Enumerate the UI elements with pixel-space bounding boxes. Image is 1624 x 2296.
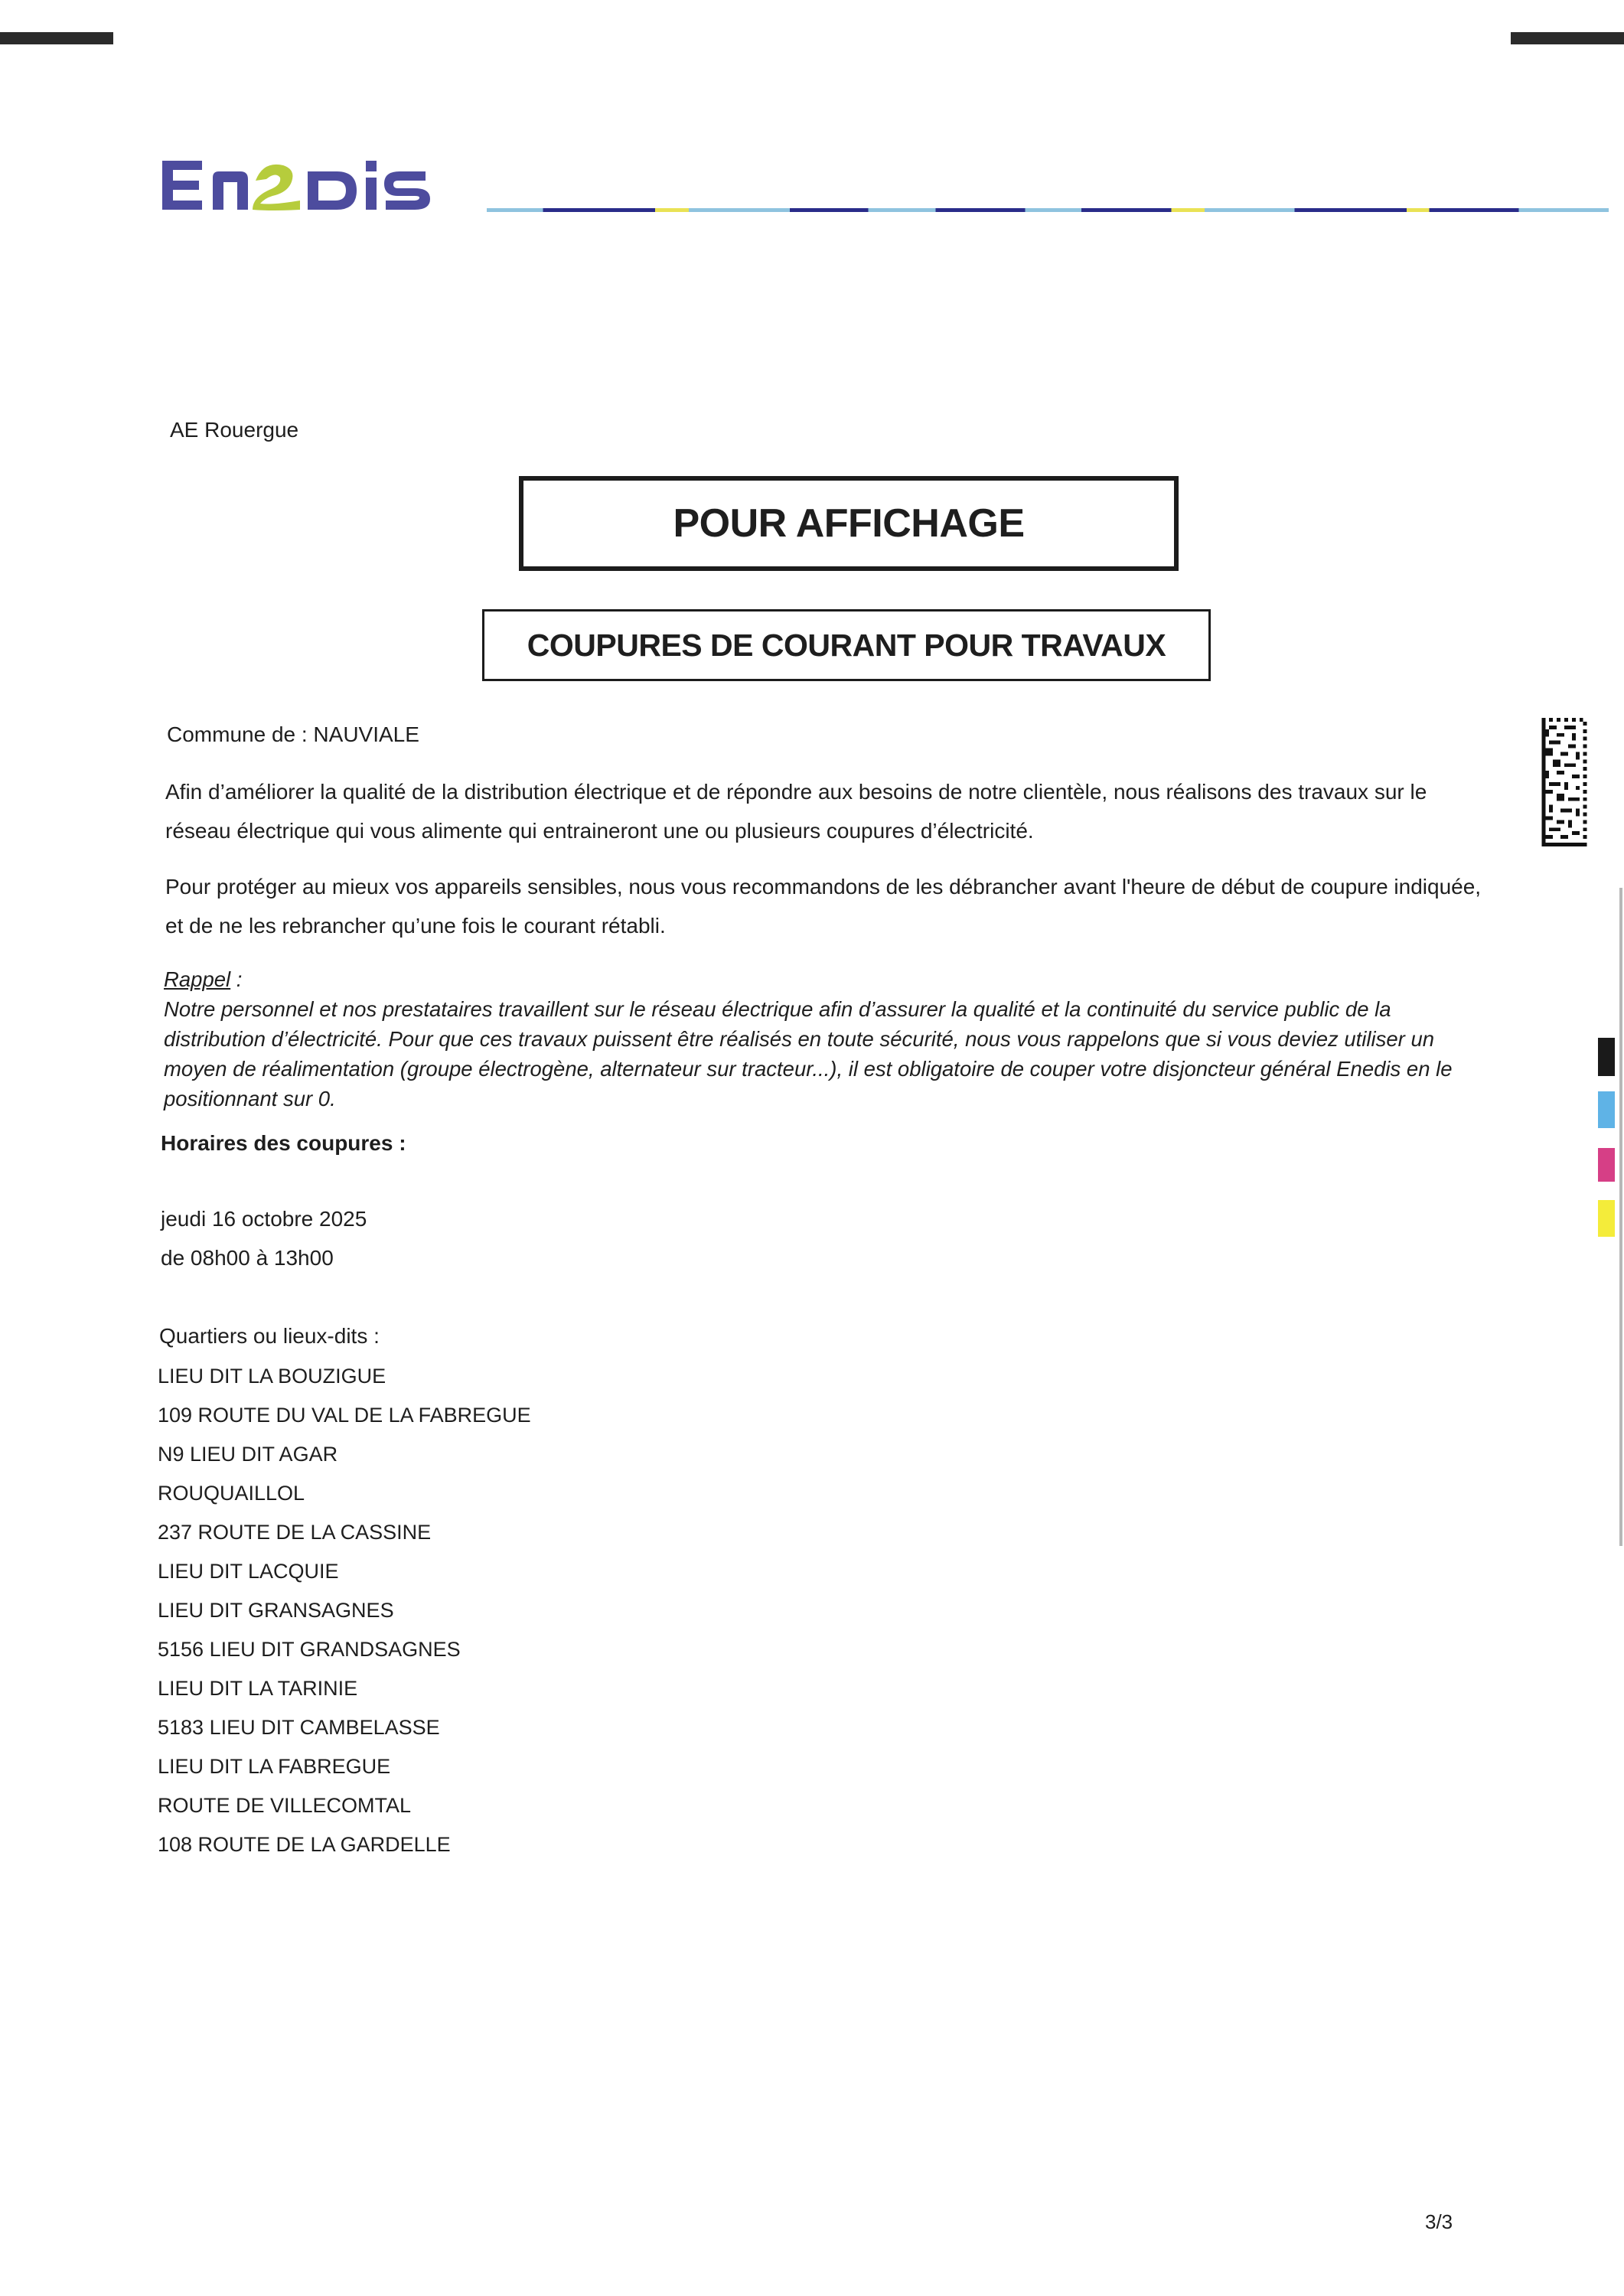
schedule-date: jeudi 16 octobre 2025 [161, 1207, 367, 1231]
list-item: 237 ROUTE DE LA CASSINE [158, 1521, 432, 1544]
list-item: 5156 LIEU DIT GRANDSAGNES [158, 1638, 461, 1661]
advice-paragraph: Pour protéger au mieux vos appareils sensibles, nous vous recommandons de les débrancher avant l'heure de début de coupure indiquée, et de ne les rebrancher qu’une fois le courant rétabli. [165, 875, 1482, 938]
list-item: LIEU DIT LA TARINIE [158, 1677, 358, 1700]
registration-mark-right [1511, 32, 1624, 44]
list-item: N9 LIEU DIT AGAR [158, 1443, 338, 1466]
list-item: ROUTE DE VILLECOMTAL [158, 1794, 412, 1817]
list-item: LIEU DIT LA FABREGUE [158, 1755, 391, 1778]
datamatrix-code [1541, 718, 1587, 846]
scan-edge-shadow [1619, 888, 1622, 1546]
calibration-swatch-yellow [1598, 1200, 1615, 1237]
list-item: ROUQUAILLOL [158, 1482, 305, 1505]
enedis-logo [158, 150, 471, 219]
subtitle-text: COUPURES DE COURANT POUR TRAVAUX [527, 627, 1166, 663]
reminder-text: Notre personnel et nos prestataires travaillent sur le réseau électrique afin d’assurer la qualité et la continuité du service public de la distribution d’électricité. Pour que ces travaux puissent être réalisés en toute sécurité, nous vous rappelons que si vous deviez utiliser un moyen de réalimentation (groupe électrogène, alternateur sur tracteur...), il est obligatoire de couper votre disjoncteur général Enedis en le positionnant sur 0. [164, 997, 1453, 1110]
reminder-label-suffix: : [230, 967, 243, 991]
list-item: LIEU DIT GRANSAGNES [158, 1599, 394, 1622]
schedule-heading: Horaires des coupures : [161, 1131, 406, 1155]
registration-mark-left [0, 32, 113, 44]
subtitle-box [482, 609, 1211, 681]
calibration-swatch-black [1598, 1038, 1615, 1076]
list-item: 5183 LIEU DIT CAMBELASSE [158, 1716, 440, 1739]
list-item: 108 ROUTE DE LA GARDELLE [158, 1833, 451, 1856]
reminder-label: Rappel [164, 967, 231, 991]
commune-line: Commune de : NAUVIALE [167, 722, 419, 746]
list-item: LIEU DIT LACQUIE [158, 1560, 339, 1583]
schedule-time: de 08h00 à 13h00 [161, 1246, 334, 1270]
calibration-swatch-magenta [1598, 1148, 1615, 1182]
calibration-swatch-cyan [1598, 1091, 1615, 1128]
title-box [519, 476, 1179, 571]
intro-paragraph: Afin d’améliorer la qualité de la distribution électrique et de répondre aux besoins de notre clientèle, nous réalisons des travaux sur le réseau électrique qui vous alimente qui entraineront une ou plusieurs coupures d’électricité. [165, 780, 1427, 843]
places-list [158, 1357, 531, 1864]
reminder-block [164, 964, 1495, 994]
page-number: 3/3 [1425, 2210, 1453, 2233]
list-item: LIEU DIT LA BOUZIGUE [158, 1365, 386, 1388]
header-divider-line [487, 208, 1609, 212]
places-heading: Quartiers ou lieux-dits : [159, 1324, 380, 1348]
sender-label: AE Rouergue [170, 418, 299, 442]
list-item: 109 ROUTE DU VAL DE LA FABREGUE [158, 1404, 531, 1427]
title-text: POUR AFFICHAGE [673, 501, 1025, 546]
